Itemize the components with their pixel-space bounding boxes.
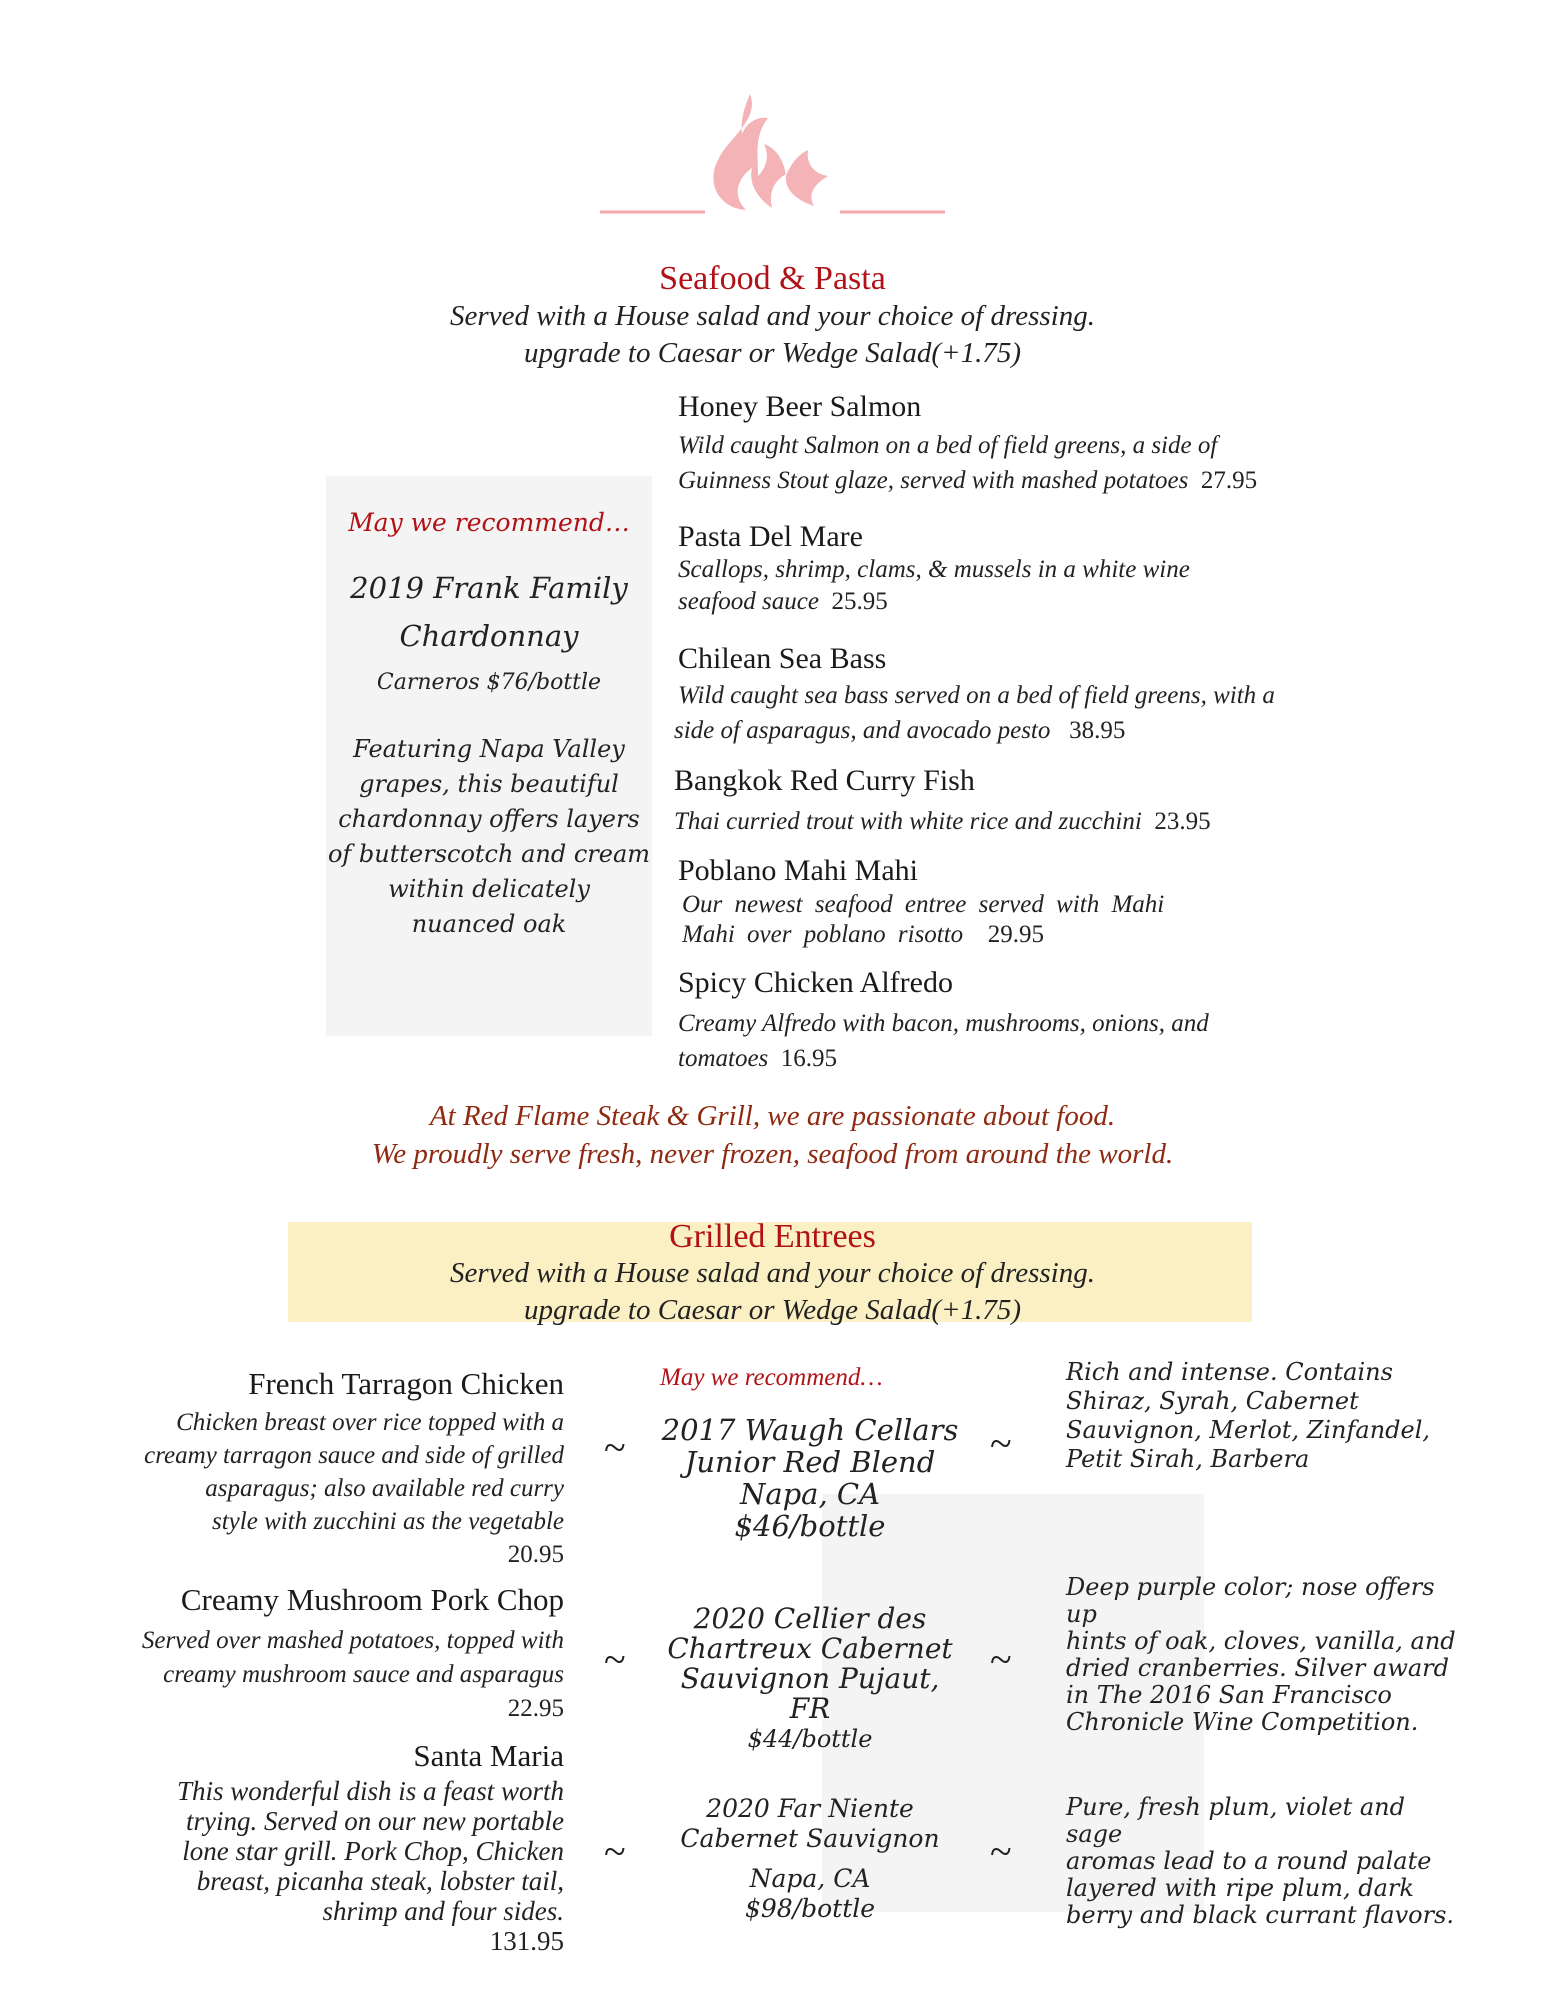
wine-note-line: Shiraz, Syrah, Cabernet <box>1066 1387 1359 1415</box>
dish-desc-text: side of asparagus, and avocado pesto <box>674 717 1051 744</box>
menu-item <box>678 390 1378 498</box>
tilde-separator: ~ <box>604 1637 626 1682</box>
section-title-seafood: Seafood & Pasta <box>659 260 886 297</box>
dish-desc-line: Our newest seafood entree served with Mahi <box>682 891 1165 918</box>
dish-desc-line: asparagus; also available red curry <box>205 1475 564 1502</box>
dish-name: Spicy Chicken Alfredo <box>678 966 953 999</box>
dish-desc-line: Creamy Alfredo with bacon, mushrooms, onions, and <box>678 1010 1209 1037</box>
tilde-separator: ~ <box>604 1425 626 1470</box>
dish-description <box>678 890 1398 950</box>
section-subtitle-line2: upgrade to Caesar or Wedge Salad(+1.75) <box>524 1294 1021 1326</box>
dish-desc-line: shrimp and four sides. <box>322 1896 564 1926</box>
dish-price: 29.95 <box>987 921 1044 948</box>
tilde-separator: ~ <box>604 1829 626 1874</box>
menu-item <box>678 966 1398 1076</box>
dish-name: Chilean Sea Bass <box>678 642 887 675</box>
dish-desc-line: creamy tarragon sauce and side of grilled <box>144 1442 564 1469</box>
wine-recommendation-box <box>326 476 652 1036</box>
wine-note-line: Chronicle Wine Competition. <box>1066 1708 1419 1736</box>
dish-price: 22.95 <box>507 1695 564 1722</box>
dish-price: 23.95 <box>1154 808 1211 835</box>
dish-desc-text: tomatoes <box>678 1045 769 1072</box>
dish-description <box>80 1776 564 1956</box>
wine-origin-price: Carneros $76/bottle <box>376 670 602 695</box>
wine-note-line: berry and black currant flavors. <box>1066 1901 1455 1929</box>
wine-recommendation <box>660 1414 960 1542</box>
dish-name: Poblano Mahi Mahi <box>678 854 918 887</box>
wine-line: 2020 Cellier des <box>693 1602 927 1635</box>
dish-price: 25.95 <box>831 588 888 615</box>
section-subtitle-line1: Served with a House salad and your choice of dressing. <box>450 1257 1095 1289</box>
dish-description <box>80 1624 564 1726</box>
wine-name-line1: 2019 Frank Family <box>350 571 628 605</box>
dish-desc-line: creamy mushroom sauce and asparagus <box>163 1661 564 1688</box>
tilde-separator: ~ <box>990 1421 1012 1466</box>
wine-note-line: in The 2016 San Francisco <box>1066 1681 1392 1709</box>
wine-recommendation <box>660 1794 960 1924</box>
dish-desc-line: Scallops, shrimp, clams, & mussels in a white wine <box>678 556 1190 583</box>
flame-icon <box>600 90 945 220</box>
dish-description <box>678 428 1378 498</box>
dish-desc-line <box>678 586 1378 618</box>
dish-name: Santa Maria <box>413 1738 564 1773</box>
dish-price: 16.95 <box>780 1045 838 1072</box>
wine-line: 2017 Waugh Cellars <box>661 1413 959 1447</box>
dish-desc-text: seafood sauce <box>678 588 819 615</box>
section-title-grilled: Grilled Entrees <box>669 1218 876 1255</box>
dish-desc-text: Mahi over poblano risotto <box>682 921 964 948</box>
dish-desc-line: breast, picanha steak, lobster tail, <box>196 1866 564 1896</box>
recommend-header: May we recommend… <box>348 508 630 537</box>
wine-line: Sauvignon Pujaut, FR <box>680 1662 940 1725</box>
section-subtitle-line1: Served with a House salad and your choice of dressing. <box>450 300 1095 332</box>
tilde-separator: ~ <box>990 1637 1012 1682</box>
wine-notes <box>1066 1574 1466 1736</box>
dish-name: French Tarragon Chicken <box>248 1366 564 1401</box>
dish-name: Bangkok Red Curry Fish <box>674 764 975 797</box>
menu-item <box>80 1738 564 1956</box>
wine-note-line: Deep purple color; nose offers up <box>1066 1573 1435 1628</box>
wine-line: Cabernet Sauvignon <box>680 1824 940 1853</box>
dish-desc-line <box>678 1041 1398 1076</box>
menu-item <box>678 854 1398 950</box>
tagline-line1: At Red Flame Steak & Grill, we are passionate about food. <box>429 1100 1116 1132</box>
dish-desc-line: Wild caught Salmon on a bed of field greens, a side of <box>678 432 1218 459</box>
wine-note-line: of butterscotch and cream <box>327 840 651 868</box>
dish-price: 131.95 <box>489 1926 564 1956</box>
wine-notes <box>1066 1794 1466 1929</box>
dish-price: 27.95 <box>1200 467 1258 494</box>
wine-notes <box>326 732 652 942</box>
dish-desc-text: Guinness Stout glaze, served with mashed potatoes <box>678 467 1189 494</box>
menu-item <box>678 520 1378 618</box>
wine-note-line: layered with ripe plum, dark <box>1066 1874 1414 1902</box>
dish-price: 20.95 <box>507 1541 564 1568</box>
wine-note-line: hints of oak, cloves, vanilla, and <box>1066 1627 1456 1655</box>
wine-note-line: chardonnay offers layers <box>338 805 640 833</box>
dish-desc-line <box>682 920 1398 950</box>
dish-desc-line: This wonderful dish is a feast worth <box>176 1776 564 1806</box>
dish-desc-line: style with zucchini as the vegetable <box>212 1508 564 1535</box>
wine-line: Napa, CA $46/bottle <box>734 1477 886 1543</box>
wine-note-line: aromas lead to a round palate <box>1066 1847 1432 1875</box>
dish-desc-line: lone star grill. Pork Chop, Chicken <box>182 1836 564 1866</box>
dish-desc-line <box>678 463 1378 498</box>
wine-name-line2: Chardonnay <box>399 619 579 653</box>
dish-description <box>678 1006 1398 1076</box>
wine-note-line: Petit Sirah, Barbera <box>1066 1445 1310 1473</box>
flame-logo <box>600 90 945 220</box>
dish-price: 38.95 <box>1069 717 1126 744</box>
wine-note-line: within delicately <box>388 875 590 903</box>
menu-item <box>80 1366 564 1571</box>
dish-desc-line <box>674 713 1398 748</box>
recommend-header: May we recommend… <box>660 1364 883 1391</box>
dish-desc-line: Chicken breast over rice topped with a <box>176 1409 564 1436</box>
dish-desc-line: Wild caught sea bass served on a bed of field greens, with a <box>678 682 1275 709</box>
dish-description <box>678 554 1378 618</box>
dish-desc-line: Served over mashed potatoes, topped with <box>141 1627 564 1654</box>
wine-note-line: Featuring Napa Valley <box>353 735 625 763</box>
dish-name: Creamy Mushroom Pork Chop <box>180 1582 564 1617</box>
section-subtitle-line2: upgrade to Caesar or Wedge Salad(+1.75) <box>524 337 1021 369</box>
dish-desc-line <box>674 804 1394 839</box>
menu-item <box>674 764 1394 839</box>
wine-notes <box>1066 1358 1466 1474</box>
wine-line: Chartreux Cabernet <box>667 1632 953 1665</box>
wine-note-line: Rich and intense. Contains <box>1066 1358 1393 1386</box>
wine-note-line: dried cranberries. Silver award <box>1066 1654 1450 1682</box>
dish-desc-text: Thai curried trout with white rice and zucchini <box>674 808 1142 835</box>
dish-name: Pasta Del Mare <box>678 520 863 553</box>
wine-recommendation <box>660 1604 960 1754</box>
wine-line: Napa, CA <box>749 1864 871 1893</box>
menu-item <box>674 642 1398 748</box>
wine-line: Junior Red Blend <box>684 1445 936 1479</box>
menu-item <box>80 1582 564 1726</box>
dish-desc-line: trying. Served on our new portable <box>186 1806 564 1836</box>
dish-description <box>80 1406 564 1571</box>
wine-note-line: Pure, fresh plum, violet and sage <box>1066 1793 1405 1848</box>
wine-line: $98/bottle <box>744 1894 876 1923</box>
dish-name: Honey Beer Salmon <box>678 390 922 423</box>
wine-note-line: nuanced oak <box>411 910 567 938</box>
tilde-separator: ~ <box>990 1829 1012 1874</box>
wine-note-line: grapes, this beautiful <box>359 770 619 798</box>
dish-description <box>674 804 1394 839</box>
wine-line: $44/bottle <box>747 1725 873 1753</box>
dish-description <box>674 678 1398 748</box>
wine-note-line: Sauvignon, Merlot, Zinfandel, <box>1066 1416 1431 1444</box>
wine-line: 2020 Far Niente <box>706 1794 914 1823</box>
tagline-line2: We proudly serve fresh, never frozen, seafood from around the world. <box>371 1138 1174 1170</box>
